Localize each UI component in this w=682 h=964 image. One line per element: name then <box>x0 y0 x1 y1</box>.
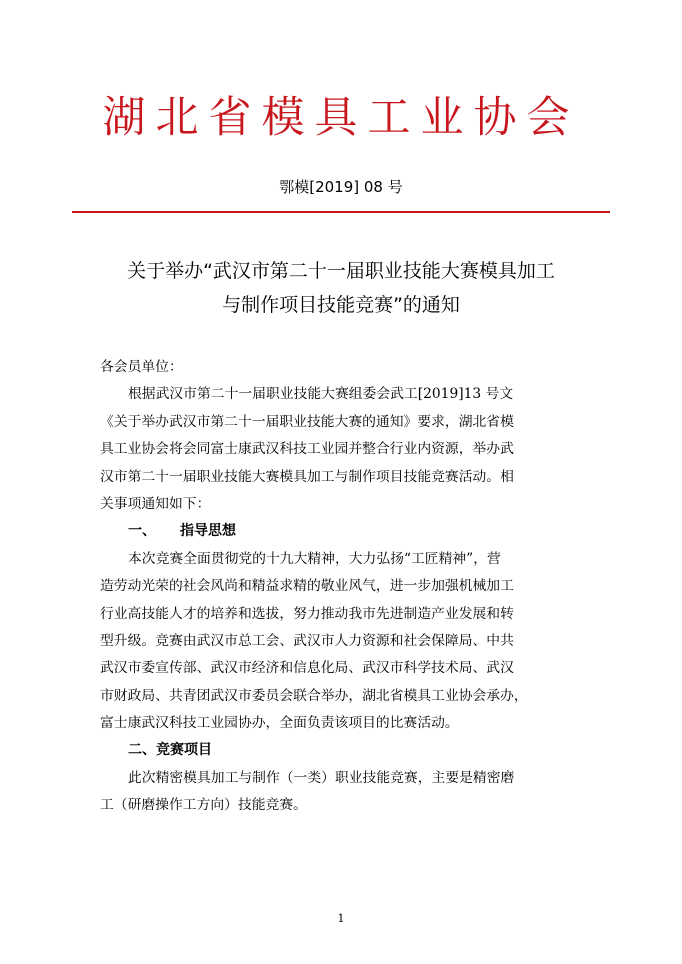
section-1-line: 造劳动光荣的社会风尚和精益求精的敬业风气，进一步加强机械加工 <box>100 578 514 595</box>
organization-title: 湖北省模具工业协会 <box>102 93 580 143</box>
section-1-line: 型升级。竞赛由武汉市总工会、武汉市人力资源和社会保障局、中共 <box>100 632 514 649</box>
document-number: 鄂模[2019] 08 号 <box>279 178 403 196</box>
notice-title-line-1: 关于举办“武汉市第二十一届职业技能大赛模具加工 <box>127 260 555 282</box>
section-2-line: 工（研磨操作工方向）技能竞赛。 <box>100 797 307 814</box>
section-1-paragraph <box>100 546 584 738</box>
section-1-line: 武汉市委宣传部、武汉市经济和信息化局、武汉市科学技术局、武汉 <box>100 660 514 677</box>
intro-line: 根据武汉市第二十一届职业技能大赛组委会武工[2019]13 号文 <box>128 386 514 403</box>
section-1-number: 一、 <box>128 523 156 540</box>
section-1-line: 市财政局、共青团武汉市委员会联合举办，湖北省模具工业协会承办， <box>100 687 528 704</box>
section-2-paragraph <box>100 765 584 820</box>
intro-line: 《关于举办武汉市第二十一届职业技能大赛的通知》要求，湖北省模 <box>100 413 514 430</box>
intro-line: 汉市第二十一届职业技能大赛模具加工与制作项目技能竞赛活动。相 <box>100 468 514 485</box>
section-2-line: 此次精密模具加工与制作（一类）职业技能竞赛，主要是精密磨 <box>128 769 515 786</box>
section-1-line: 行业高技能人才的培养和选拔，努力推动我市先进制造产业发展和转 <box>100 605 514 622</box>
intro-paragraph <box>100 381 584 518</box>
document-body <box>100 354 584 820</box>
section-2-heading: 二、竞赛项目 <box>128 742 212 759</box>
page-number: 1 <box>337 912 345 925</box>
red-divider-line <box>72 211 610 213</box>
section-1-heading <box>100 518 584 545</box>
section-1-line: 富士康武汉科技工业园协办，全面负责该项目的比赛活动。 <box>100 715 459 732</box>
intro-line: 具工业协会将会同富士康武汉科技工业园并整合行业内资源，举办武 <box>100 441 514 458</box>
notice-title-line-2: 与制作项目技能竞赛”的通知 <box>222 294 460 316</box>
intro-line: 关事项通知如下： <box>100 495 211 512</box>
salutation: 各会员单位： <box>100 359 183 375</box>
notice-title <box>80 254 602 322</box>
section-1-title: 指导思想 <box>180 523 236 540</box>
section-1-line: 本次竞赛全面贯彻党的十九大精神，大力弘扬“工匠精神”，营 <box>128 550 501 567</box>
